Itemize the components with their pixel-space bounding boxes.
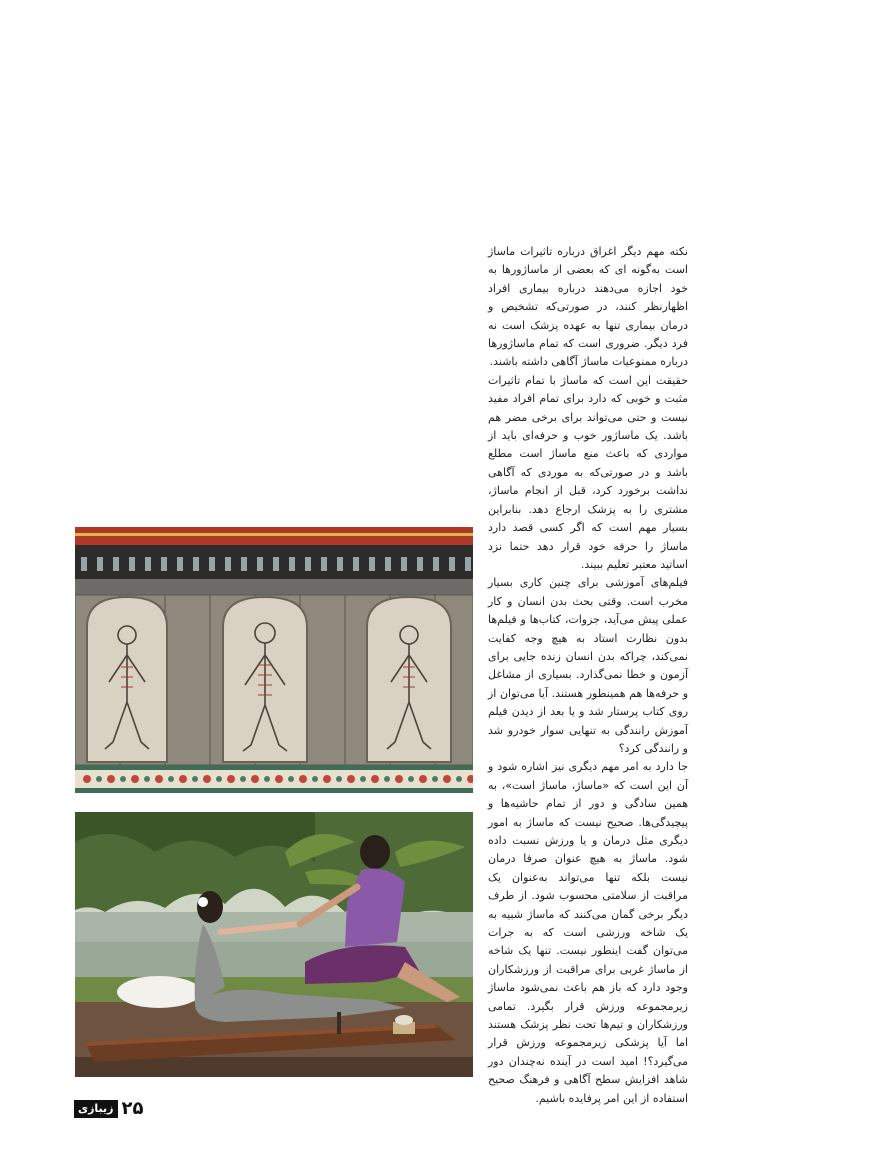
article-paragraph-1: نکته مهم دیگر اغراق درباره تاثیرات ماساژ است به‌گونه ای که بعضی از ماساژورها به خود اجازه می‌دهند درباره بیماری افراد اظهارنظر کنند، در صورتی‌که تشخیص و درمان بیماری تنها به عهده پزشک است نه فرد دیگر. ضروری است که تمام ماساژورها درباره ممنوعیات ماساژ آگاهی داشته باشند.: [488, 245, 688, 369]
temple-mural-illustration: [75, 527, 473, 793]
temple-mural-photo: [75, 527, 473, 793]
article-paragraph-4: جا دارد به امر مهم دیگری نیز اشاره شود و آن این است که «ماساژ، ماساژ است»، به همین سادگی و دور از تمام حاشیه‌ها و پیچیدگی‌ها. صحیح نیست که ماساژ به امور دیگری مثل درمان و یا ورزش نسبت داده شود. ماساژ به هیچ عنوان صرفا درمان نیست بلکه تنها می‌تواند به‌عنوان یک مراقبت از سلامتی محسوب شود. از طرف دیگر برخی گمان می‌کنند که ماساژ شبیه به یک شاخه ورزشی است که به جرات می‌توان گفت اینطور نیست. تنها یک شاخه از ماساژ غربی برای مراقبت از ورزشکاران وجود دارد که باز هم باعث نمی‌شود ماساژ زیرمجموعه ورزش قرار بگیرد. تمامی ورزشکاران و تیم‌ها تحت نظر پزشک هستند اما آیا پزشکی زیرمجموعه ورزش قرار می‌گیرد؟! امید است در آینده نه‌چندان دور شاهد افزایش سطح آگاهی و فرهنگ صحیح استفاده از این امر پرفایده باشیم.: [488, 760, 688, 1105]
page-folio: [74, 1099, 143, 1119]
magazine-brand-label: زیبازی: [74, 1100, 118, 1118]
thai-massage-illustration: [75, 812, 473, 1077]
article-paragraph-2: حقیقت این است که ماساژ با تمام تاثیرات مثبت و خوبی که دارد برای تمام افراد مفید نیست و حتی می‌تواند برای برخی مضر هم باشد. یک ماساژور خوب و حرفه‌ای باید از مواردی که باعث منع ماساژ است مطلع باشد و در صورتی‌که به موردی که آگاهی نداشت برخورد کرد، قبل از انجام ماساژ، مشتری را به پزشک ارجاع دهد. بنابراین بسیار مهم است که اگر کسی قصد دارد ماساژ را حرفه خود قرار دهد حتما نزد اساتید معتبر تعلیم ببیند.: [488, 373, 688, 571]
article-paragraph-3: فیلم‌های آموزشی برای چنین کاری بسیار مخرب است. وقتی بحث بدن انسان و کار عملی پیش می‌آید، جزوات، کتاب‌ها و فیلم‌ها بدون نظارت استاد به هیچ وجه کفایت نمی‌کند، چراکه بدن انسان زنده جایی برای آزمون و خطا نمی‌گذارد. بسیاری از مشاغل و حرفه‌ها هم همینطور هستند. آیا می‌توان از روی کتاب پرستار شد و یا بعد از دیدن فیلم آموزش رانندگی به تنهایی سوار خودرو شد و رانندگی کرد؟: [488, 576, 688, 755]
article-text-column: [488, 243, 688, 1108]
thai-massage-photo: [75, 812, 473, 1077]
page-number: ۲۵: [121, 1098, 144, 1119]
